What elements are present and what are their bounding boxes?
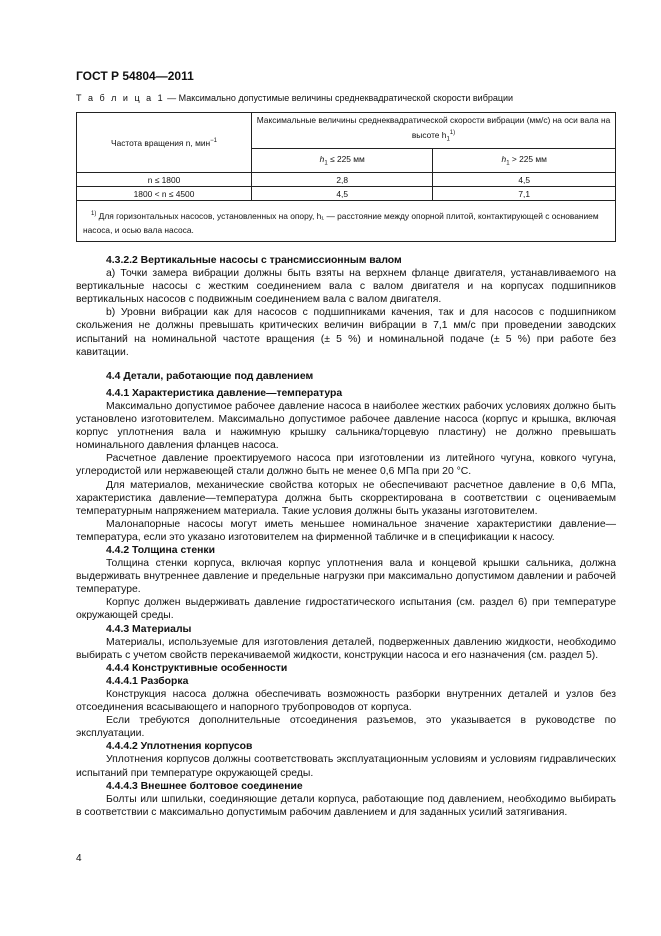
row-frequency: n ≤ 1800 — [77, 173, 252, 187]
paragraph: Болты или шпильки, соединяющие детали корпуса, работающие под давлением, необходимо выбирать в соответствии с максимально допустимым рабочим давлением и для заданных усилий затягивания. — [76, 793, 616, 818]
paragraph: Материалы, используемые для изготовления деталей, подверженных давлению жидкости, необходимо выбирать с учетом свойств перекачиваемой жидкости, конструкции насоса и его назначения (см. раздел 5). — [76, 636, 616, 661]
section-heading: 4.3.2.2 Вертикальные насосы с трансмиссионным валом — [106, 255, 402, 266]
table-caption-prefix: Т а б л и ц а 1 — [76, 93, 165, 103]
paragraph: Для материалов, механические свойства которых не обеспечивают расчетное давление в 0,6 МПа, характеристика давление—температура должна быть скорректирована в соответствии с оцениваемым температурным напряжением материала. Такие условия должны быть указаны изготовителем. — [76, 479, 616, 517]
table-footnote: $^{1)}$ Для горизонтальных насосов, установленных на опору, h₁ — расстояние между опорной плитой, контактирующей с основанием насоса, и осью вала насоса. — [77, 201, 616, 242]
section-heading: 4.4.4 Конструктивные особенности — [106, 662, 288, 674]
section-heading: 4.4.1 Характеристика давление—температура — [106, 387, 343, 399]
section-heading: 4.4.4.3 Внешнее болтовое соединение — [106, 780, 303, 792]
subheader-h1-high: $h_1 > 225$ мм — [433, 149, 616, 173]
section-heading: 4.4.2 Толщина стенки — [106, 544, 215, 556]
paragraph: Если требуются дополнительные отсоединения разъемов, это указывается в руководстве по эксплуатации. — [76, 715, 616, 740]
row-value: 2,8 — [252, 173, 433, 187]
subheader-h1-low: $h_1 \le 225$ мм — [252, 149, 433, 173]
paragraph: Малонапорные насосы могут иметь меньшее номинальное значение характеристики давление—температура, если это указано изготовителем на фирменной табличке и в спецификации к насосу. — [76, 518, 616, 543]
page-number: 4 — [76, 853, 82, 864]
row-value: 7,1 — [433, 187, 616, 201]
paragraph: Корпус должен выдерживать давление гидростатического испытания (см. раздел 6) при температуре окружающей среды. — [76, 597, 616, 622]
col-header-frequency: Частота вращения n, мин$^{-1}$ — [77, 113, 252, 173]
row-value: 4,5 — [252, 187, 433, 201]
paragraph: Максимально допустимое рабочее давление насоса в наиболее жестких рабочих условиях должно быть установлено изготовителем. Максимально допустимое рабочее давление насоса (корпус и крышка, включая корпус уплотнения вала и нажимную крышку сальника/торцевую пластину) не должно превышать номинального давления фланцев насоса. — [76, 400, 616, 452]
table-row — [77, 187, 616, 201]
row-frequency: 1800 < n ≤ 4500 — [77, 187, 252, 201]
table-caption-text: — Максимально допустимые величины среднеквадратической скорости вибрации — [164, 93, 514, 103]
section-heading: 4.4.4.1 Разборка — [106, 675, 189, 687]
paragraph: Конструкция насоса должна обеспечивать возможность разборки внутренних деталей и узлов без отсоединения всасывающего и напорного трубопроводов от корпуса. — [76, 689, 616, 714]
paragraph: а) Точки замера вибрации должны быть взяты на верхнем фланце двигателя, устанавливаемого на вертикальные насосы с жестким соединением вала с валом двигателя и на корпусах подшипников вертикальных насосов с подвижным соединением вала с валом двигателя. — [76, 268, 616, 306]
col-header-velocity: Максимальные величины среднеквадратической скорости вибрации (мм/с) на оси вала на высоте $h_1^{1)}$ — [252, 113, 616, 149]
paragraph: Толщина стенки корпуса, включая корпус уплотнения вала и концевой крышки сальника, должна выдерживать внутреннее давление и предельные нагрузки при максимально допустимом давлении и рабочей температуре. — [76, 558, 616, 596]
section-heading: 4.4 Детали, работающие под давлением — [106, 370, 314, 382]
table-caption — [76, 93, 513, 103]
document-header: ГОСТ Р 54804—2011 — [76, 69, 194, 83]
body-text — [76, 254, 616, 819]
table-row — [77, 173, 616, 187]
section-heading: 4.4.3 Материалы — [106, 623, 192, 635]
paragraph: b) Уровни вибрации как для насосов с подшипниками качения, так и для насосов с подшипником скольжения не должны превышать критических величин вибрации в 7,1 мм/с при проведении заводских испытаний на номинальной частоте вращения (± 5 %) и номинальной подаче (± 5 %) при работе без кавитации. — [76, 307, 616, 358]
paragraph: Уплотнения корпусов должны соответствовать эксплуатационным условиям и условиям гидравлических испытаний при температуре окружающей среды. — [76, 754, 616, 779]
vibration-table — [76, 112, 616, 242]
row-value: 4,5 — [433, 173, 616, 187]
paragraph: Расчетное давление проектируемого насоса при изготовлении из литейного чугуна, ковкого чугуна, углеродистой или нержавеющей стали должно быть не менее 0,6 МПа при 20 °С. — [76, 453, 616, 478]
section-heading: 4.4.4.2 Уплотнения корпусов — [106, 741, 253, 753]
